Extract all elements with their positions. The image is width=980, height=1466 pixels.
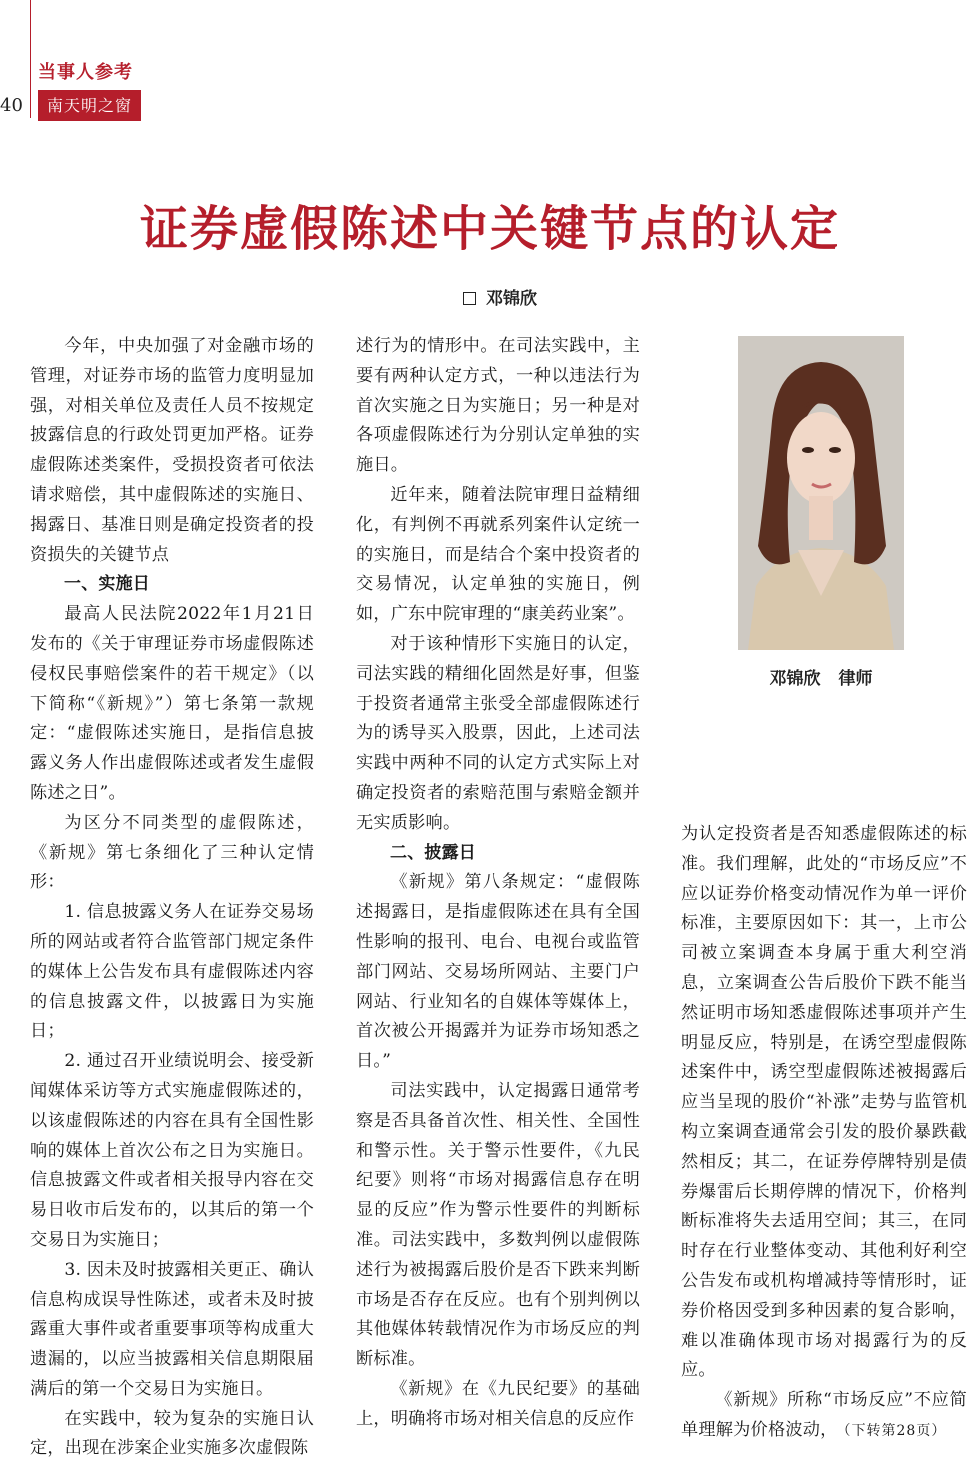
paragraph: 对于该种情形下实施日的认定，司法实践的精细化固然是好事，但鉴于投资者通常主张受全部虚假陈述行为的诱导买入股票，因此，上述司法实践中两种不同的认定方式实际上对确定投资者的索赔范围与索赔金额并无实质影响。 — [356, 633, 640, 833]
paragraph: 1. 信息披露义务人在证券交易场所的网站或者符合监管部门规定条件的媒体上公告发布具有虚假陈述内容的信息披露文件，以披露日为实施日； — [30, 902, 314, 1042]
paragraph-text: 《新规》所称“市场反应”不应简单理解为价格波动， — [681, 1390, 967, 1440]
page-number: 40 — [0, 95, 23, 116]
paragraph — [681, 1386, 967, 1447]
continued-note: （下转第28页） — [843, 1422, 947, 1439]
portrait-image — [738, 336, 904, 650]
paragraph: 最高人民法院2022年1月21日发布的《关于审理证券市场虚假陈述侵权民事赔偿案件的若干规定》（以下简称“《新规》”）第七条第一款规定：“虚假陈述实施日，是指信息披露义务人作出虚假陈述或者发生虚假陈述之日”。 — [30, 604, 314, 803]
caption-role: 律师 — [838, 669, 873, 689]
paragraph: 述行为的情形中。在司法实践中，主要有两种认定方式，一种以违法行为首次实施之日为实施日；另一种是对各项虚假陈述行为分别认定单独的实施日。 — [356, 336, 640, 476]
paragraph: 《新规》在《九民纪要》的基础上，明确将市场对相关信息的反应作 — [356, 1378, 640, 1429]
article-column-1 — [30, 332, 314, 1464]
paragraph: 近年来，随着法院审理日益精细化，有判例不再就系列案件认定统一的实施日，而是结合个案中投资者的交易情况，认定单独的实施日，例如，广东中院审理的“康美药业案”。 — [356, 484, 640, 625]
author-name: 邓锦欣 — [486, 289, 537, 309]
header-rule — [30, 0, 31, 118]
paragraph: 司法实践中，认定揭露日通常考察是否具备首次性、相关性、全国性和警示性。关于警示性要件，《九民纪要》则将“市场对揭露信息存在明显的反应”作为警示性要件的判断标准。司法实践中，多数判例以虚假陈述行为被揭露后股价是否下跌来判断市场是否存在反应。也有个别判例以其他媒体转载情况作为市场反应的判断标准。 — [356, 1080, 640, 1370]
section-heading: 一、实施日 — [64, 574, 150, 595]
paragraph: 在实践中，较为复杂的实施日认定，出现在涉案企业实施多次虚假陈 — [30, 1408, 314, 1459]
paragraph: 为区分不同类型的虚假陈述，《新规》第七条细化了三种认定情形： — [30, 812, 314, 893]
section-label: 当事人参考 — [38, 62, 133, 83]
author-photo — [738, 336, 904, 650]
article-column-3 — [681, 820, 967, 1447]
article-column-2 — [356, 332, 640, 1434]
article-title: 证券虚假陈述中关键节点的认定 — [139, 201, 840, 257]
section-heading: 二、披露日 — [390, 842, 476, 863]
photo-caption — [738, 664, 904, 689]
paragraph: 3. 因未及时披露相关更正、确认信息构成误导性陈述，或者未及时披露重大事件或者重要事项等构成重大遗漏的，以应当披露相关信息期限届满后的第一个交易日为实施日。 — [30, 1259, 314, 1399]
byline — [0, 284, 980, 309]
column-tag: 南天明之窗 — [38, 90, 141, 121]
paragraph: 2. 通过召开业绩说明会、接受新闻媒体采访等方式实施虚假陈述的，以该虚假陈述的内容在具有全国性影响的媒体上首次公布之日为实施日。信息披露文件或者相关报导内容在交易日收市后发布的，以其后的第一个交易日为实施日； — [30, 1051, 314, 1250]
byline-box-icon — [463, 292, 476, 305]
paragraph: 今年，中央加强了对金融市场的管理，对证券市场的监管力度明显加强，对相关单位及责任人员不按规定披露信息的行政处罚更加严格。证券虚假陈述类案件，受损投资者可依法请求赔偿，其中虚假陈述的实施日、揭露日、基准日则是确定投资者的投资损失的关键节点 — [30, 336, 314, 565]
paragraph: 为认定投资者是否知悉虚假陈述的标准。我们理解，此处的“市场反应”不应以证券价格变动情况作为单一评价标准，主要原因如下：其一，上市公司被立案调查本身属于重大利空消息，立案调查公告后股价下跌不能当然证明市场知悉虚假陈述事项并产生明显反应，特别是，在诱空型虚假陈述案件中，诱空型虚假陈述被揭露后应当呈现的股价“补涨”走势与监管机构立案调查通常会引发的股价暴跌截然相反；其二，在证券停牌特别是债券爆雷后长期停牌的情况下，价格判断标准将失去适用空间；其三，在同时存在行业整体变动、其他利好利空公告发布或机构增减持等情形时，证券价格因受到多种因素的复合影响，难以准确体现市场对揭露行为的反应。 — [681, 824, 967, 1381]
paragraph: 《新规》第八条规定：“虚假陈述揭露日，是指虚假陈述在具有全国性影响的报刊、电台、电视台或监管部门网站、交易场所网站、主要门户网站、行业知名的自媒体等媒体上，首次被公开揭露并为证券市场知悉之日。” — [356, 872, 640, 1072]
caption-name: 邓锦欣 — [769, 669, 821, 689]
